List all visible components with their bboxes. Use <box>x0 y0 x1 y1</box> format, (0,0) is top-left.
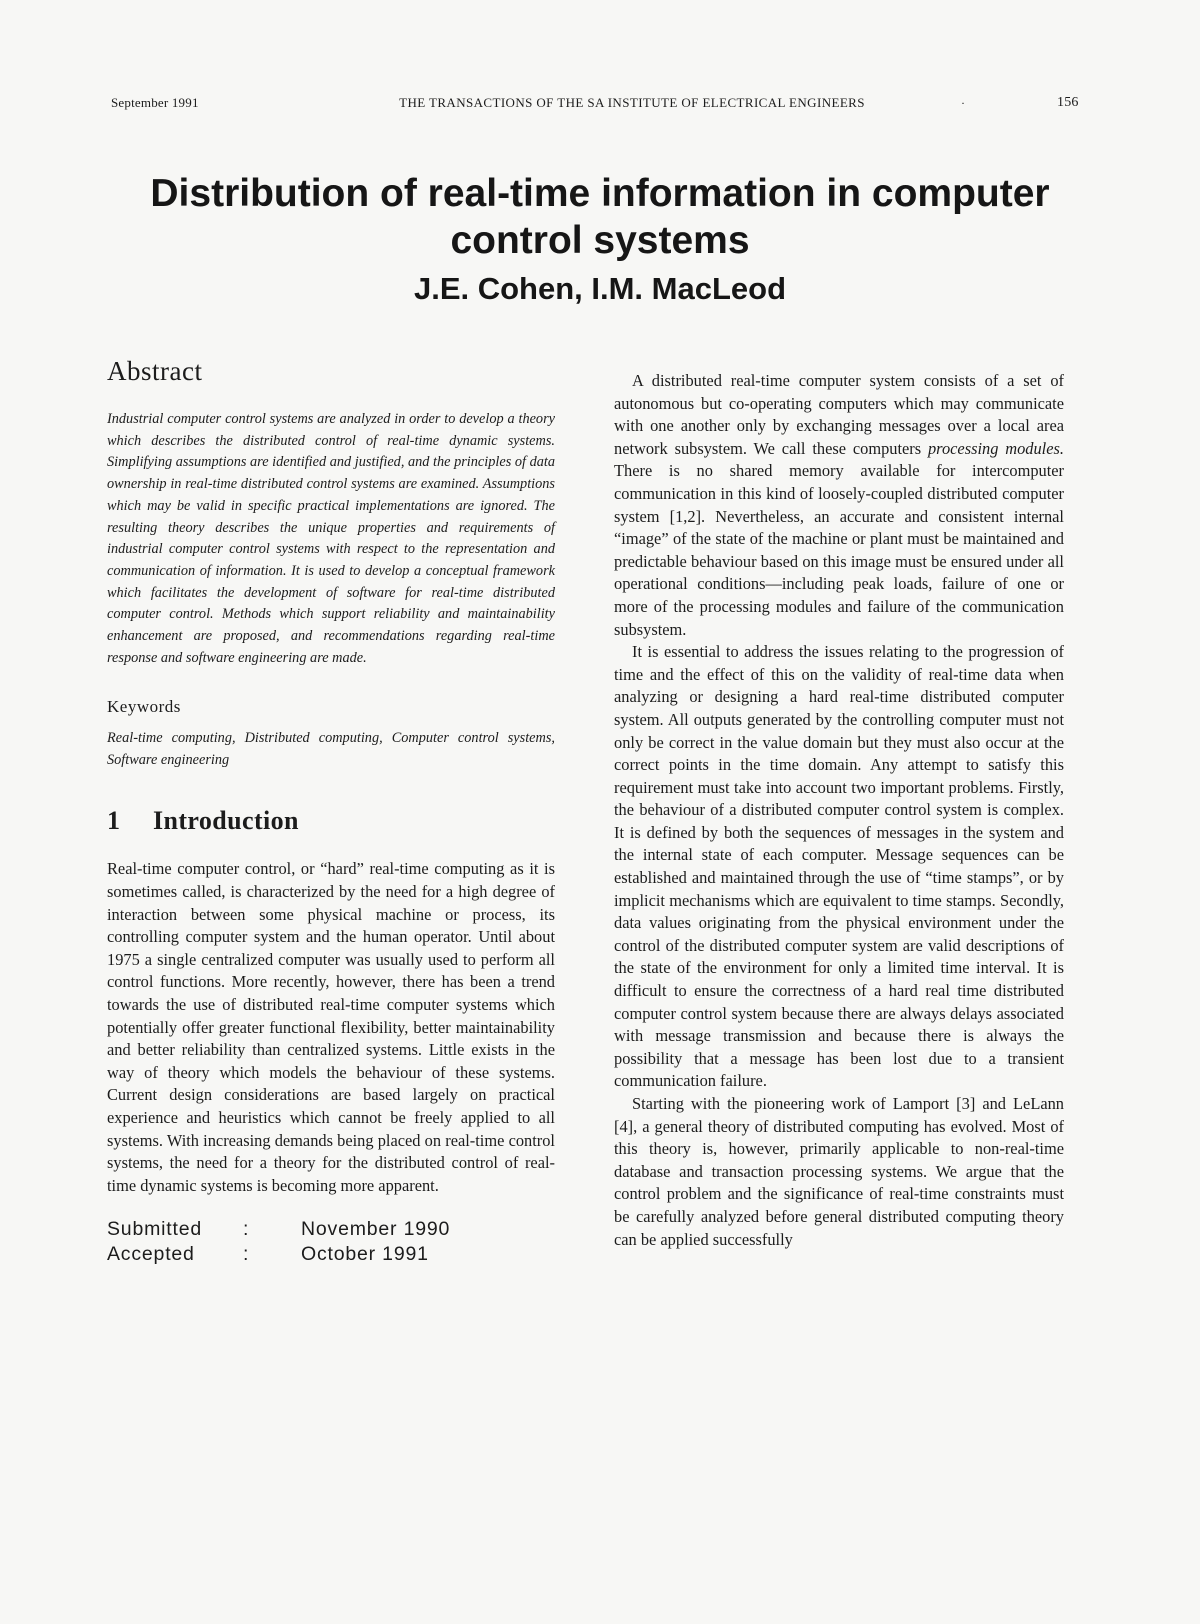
body-paragraph-1 <box>614 370 1064 641</box>
body-paragraph-1-part-a: A distributed real-time computer system consists of a set of autonomous but co-operating computers which may communicate with one another only by exchanging messages over a local area network subsystem. We call these computers <box>614 371 1064 458</box>
submission-dates <box>107 1217 555 1267</box>
body-paragraph-3: Starting with the pioneering work of Lamport [3] and LeLann [4], a general theory of distributed computing has evolved. Most of this theory is, however, primarily applicable to non-real-time database and transaction processing systems. We argue that the control problem and the significance of real-time constraints must be carefully analyzed before general distributed computing theory can be applied successfully <box>614 1094 1064 1249</box>
submitted-value: November 1990 <box>301 1218 451 1241</box>
running-header-separator: · <box>961 96 965 110</box>
section-number: 1 <box>107 806 121 836</box>
body-paragraph-1-part-b: There is no shared memory available for intercomputer communication in this kind of loosely-coupled distributed computer system [1,2]. Nevertheless, an accurate and consistent internal “image” of the state of the machine or plant must be maintained and predictable behaviour based on this image must be ensured under all operational conditions—including peak loads, failure of one or more of the processing modules and failure of the communication subsystem. <box>614 461 1064 639</box>
date-separator: : <box>243 1218 250 1241</box>
paper-authors: J.E. Cohen, I.M. MacLeod <box>413 271 787 306</box>
submitted-row <box>107 1217 555 1242</box>
paper-title: Distribution of real-time information in computer control systems <box>150 172 1050 262</box>
accepted-value: October 1991 <box>301 1243 429 1266</box>
keywords-text: Real-time computing, Distributed computing, Computer control systems, Software engineering <box>107 730 555 769</box>
left-column <box>107 356 555 1267</box>
body-paragraph-2: It is essential to address the issues relating to the progression of time and the effect of this on the validity of real-time data when analyzing or designing a hard real-time distributed computer system. All outputs generated by the controlling computer must not only be correct in the value domain but they must also occur at the correct points in the time domain. Any attempt to satisfy this requirement must take into account two important problems. Firstly, the behaviour of a distributed computer control system is complex. It is defined by both the sequences of messages in the system and the internal state of each computer. Message sequences can be established and maintained through the use of “time stamps”, or by implicit mechanisms which are equivalent to time stamps. Secondly, data values originating from the physical environment under the control of the distributed computer system are valid descriptions of the state of the environment for only a limited time interval. It is difficult to ensure the correctness of a hard real time distributed computer control system because there are always delays associated with message transmission and because there is always the possibility that a message has been lost due to a transient communication failure. <box>614 642 1064 1091</box>
running-header-date: September 1991 <box>111 95 199 110</box>
abstract-heading: Abstract <box>107 356 203 386</box>
submitted-label: Submitted <box>107 1218 202 1241</box>
accepted-label: Accepted <box>107 1243 195 1266</box>
page-number: 156 <box>1057 95 1079 110</box>
section-title: Introduction <box>153 806 299 836</box>
keywords-heading: Keywords <box>107 697 181 717</box>
running-header-journal: THE TRANSACTIONS OF THE SA INSTITUTE OF ELECTRICAL ENGINEERS <box>399 95 865 110</box>
body-paragraph-1-emphasis: processing modules. <box>927 438 1064 458</box>
accepted-row <box>107 1242 555 1267</box>
right-column <box>614 370 1064 1251</box>
introduction-paragraph: Real-time computer control, or “hard” real-time computing as it is sometimes called, is characterized by the need for a high degree of interaction between some physical machine or process, its controlling computer system and the human operator. Until about 1975 a single centralized computer was usually used to perform all control functions. More recently, however, there has been a trend towards the use of distributed real-time computer systems which potentially offer greater functional flexibility, better maintainability and better reliability than centralized systems. Little exists in the way of theory which models the behaviour of these systems. Current design considerations are based largely on practical experience and heuristics which cannot be freely applied to all systems. With increasing demands being placed on real-time control systems, the need for a theory for the distributed control of real-time dynamic systems is becoming more apparent. <box>107 859 555 1195</box>
abstract-text: Industrial computer control systems are analyzed in order to develop a theory which describes the distributed control of real-time dynamic systems. Simplifying assumptions are identified and justified, and the principles of data ownership in real-time distributed control systems are examined. Assumptions which may be valid in specific practical implementations are ignored. The resulting theory describes the unique properties and requirements of industrial computer control systems with respect to the representation and communication of information. It is used to develop a conceptual framework which facilitates the development of software for real-time distributed computer control. Methods which support reliability and maintainability enhancement are proposed, and recommendations regarding real-time response and software engineering are made. <box>107 411 555 666</box>
introduction-heading <box>107 806 555 836</box>
date-separator: : <box>243 1243 250 1266</box>
